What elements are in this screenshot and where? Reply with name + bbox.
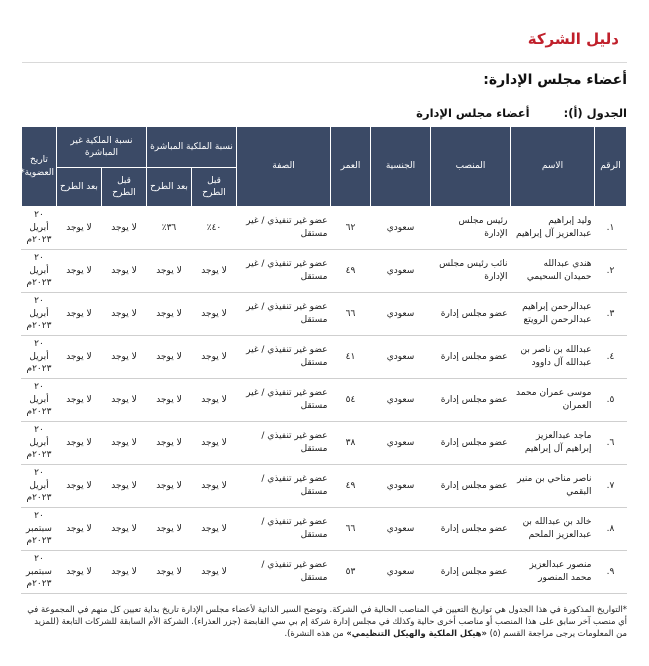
cell-age: ٤١ <box>331 336 371 379</box>
cell-position: عضو مجلس إدارة <box>431 379 511 422</box>
cell-capacity: عضو غير تنفيذي / مستقل <box>237 465 331 508</box>
cell-name: وليد إبراهيم عبدالعزيز آل إبراهيم <box>511 207 595 250</box>
cell-position: عضو مجلس إدارة <box>431 336 511 379</box>
cell-position: عضو مجلس إدارة <box>431 293 511 336</box>
header-direct-after: بعد الطرح <box>146 168 191 207</box>
table-row <box>21 379 626 422</box>
cell-indirect-before: لا يوجد <box>101 551 146 594</box>
cell-indirect-after: لا يوجد <box>56 293 101 336</box>
cell-position: عضو مجلس إدارة <box>431 465 511 508</box>
document-title: دليل الشركة <box>527 30 619 48</box>
cell-age: ٦٢ <box>331 207 371 250</box>
footnote-bold-reference: «هيكل الملكية والهيكل التنظيمي» <box>346 627 487 638</box>
table-footnote <box>22 604 627 639</box>
cell-position: نائب رئيس مجلس الإدارة <box>431 250 511 293</box>
cell-direct-before: لا يوجد <box>192 508 237 551</box>
header-capacity: الصفة <box>237 127 331 207</box>
header-nationality: الجنسية <box>371 127 431 207</box>
table-caption-title: أعضاء مجلس الإدارة <box>416 106 530 120</box>
cell-nationality: سعودي <box>371 207 431 250</box>
cell-nationality: سعودي <box>371 508 431 551</box>
cell-nationality: سعودي <box>371 293 431 336</box>
cell-direct-before: لا يوجد <box>192 551 237 594</box>
cell-name: عبدالرحمن إبراهيم عبدالرحمن الرويتع <box>511 293 595 336</box>
cell-age: ٥٤ <box>331 379 371 422</box>
table-row <box>21 465 626 508</box>
cell-indirect-before: لا يوجد <box>101 422 146 465</box>
header-indirect-after: بعد الطرح <box>56 168 101 207</box>
cell-capacity: عضو غير تنفيذي / مستقل <box>237 508 331 551</box>
footnote-text: *التواريخ المذكورة في هذا الجدول هي تواريخ التعيين في المناصب الحالية في الشركة. وتوضح السير الذاتية لأعضاء مجلس الإدارة تاريخ بداية تعيين كل منهم في المجموعة في أي منصب آخر سابق على هذا المنصب أو مناصب أخرى حالية وكذلك في مجلس إدارة شركة إم بي سي القابضة (جزر العذراء). الشركة الأم السابقة للشركات التابعة (للمزيد من المعلومات يرجى مراجعة القسم (٥) <box>27 604 627 638</box>
cell-name: هندي عبدالله حميدان السحيمي <box>511 250 595 293</box>
cell-membership-date: ٢٠ أبريل ٢٠٢٣م <box>21 336 56 379</box>
cell-position: عضو مجلس إدارة <box>431 508 511 551</box>
cell-age: ٤٩ <box>331 250 371 293</box>
cell-position: عضو مجلس إدارة <box>431 551 511 594</box>
cell-indirect-before: لا يوجد <box>101 250 146 293</box>
cell-indirect-before: لا يوجد <box>101 293 146 336</box>
header-direct-ownership: نسبة الملكية المباشرة <box>146 127 236 168</box>
header-indirect-before: قبل الطرح <box>101 168 146 207</box>
cell-direct-after: لا يوجد <box>146 379 191 422</box>
cell-number: ٤. <box>595 336 627 379</box>
cell-indirect-before: لا يوجد <box>101 336 146 379</box>
cell-direct-before: لا يوجد <box>192 379 237 422</box>
table-row <box>21 508 626 551</box>
table-row <box>21 551 626 594</box>
cell-direct-after: لا يوجد <box>146 551 191 594</box>
cell-age: ٦٦ <box>331 508 371 551</box>
cell-name: عبدالله بن ناصر بن عبدالله آل داوود <box>511 336 595 379</box>
cell-name: موسى عمران محمد العمران <box>511 379 595 422</box>
table-row <box>21 250 626 293</box>
header-indirect-ownership: نسبة الملكية غير المباشرة <box>56 127 146 168</box>
cell-capacity: عضو غير تنفيذي / غير مستقل <box>237 207 331 250</box>
table-row <box>21 336 626 379</box>
cell-capacity: عضو غير تنفيذي / مستقل <box>237 551 331 594</box>
cell-position: رئيس مجلس الإدارة <box>431 207 511 250</box>
cell-capacity: عضو غير تنفيذي / مستقل <box>237 422 331 465</box>
cell-name: منصور عبدالعزيز محمد المنصور <box>511 551 595 594</box>
cell-direct-after: لا يوجد <box>146 465 191 508</box>
cell-age: ٤٩ <box>331 465 371 508</box>
cell-indirect-after: لا يوجد <box>56 250 101 293</box>
cell-direct-before: لا يوجد <box>192 293 237 336</box>
table-row <box>21 293 626 336</box>
table-caption <box>416 106 627 120</box>
cell-age: ٦٦ <box>331 293 371 336</box>
cell-indirect-before: لا يوجد <box>101 379 146 422</box>
cell-nationality: سعودي <box>371 250 431 293</box>
cell-position: عضو مجلس إدارة <box>431 422 511 465</box>
table-row <box>21 422 626 465</box>
cell-direct-before: لا يوجد <box>192 250 237 293</box>
cell-name: ماجد عبدالعزيز إبراهيم آل إبراهيم <box>511 422 595 465</box>
cell-capacity: عضو غير تنفيذي / غير مستقل <box>237 293 331 336</box>
header-membership-date: تاريخ العضوية* <box>21 127 56 207</box>
cell-indirect-after: لا يوجد <box>56 207 101 250</box>
cell-nationality: سعودي <box>371 551 431 594</box>
cell-membership-date: ٢٠ أبريل ٢٠٢٣م <box>21 465 56 508</box>
cell-membership-date: ٢٠ سبتمبر ٢٠٢٣م <box>21 508 56 551</box>
header-name: الاسم <box>511 127 595 207</box>
section-heading: أعضاء مجلس الإدارة: <box>483 72 627 88</box>
table-row <box>21 207 626 250</box>
header-direct-before: قبل الطرح <box>192 168 237 207</box>
cell-direct-before: لا يوجد <box>192 465 237 508</box>
cell-indirect-after: لا يوجد <box>56 551 101 594</box>
cell-number: ٢. <box>595 250 627 293</box>
cell-age: ٣٨ <box>331 422 371 465</box>
cell-nationality: سعودي <box>371 465 431 508</box>
cell-number: ٨. <box>595 508 627 551</box>
cell-membership-date: ٢٠ أبريل ٢٠٢٣م <box>21 293 56 336</box>
cell-direct-after: لا يوجد <box>146 250 191 293</box>
cell-membership-date: ٢٠ أبريل ٢٠٢٣م <box>21 379 56 422</box>
cell-membership-date: ٢٠ أبريل ٢٠٢٣م <box>21 250 56 293</box>
table-caption-label: الجدول (أ): <box>563 106 627 120</box>
cell-nationality: سعودي <box>371 379 431 422</box>
cell-direct-after: لا يوجد <box>146 508 191 551</box>
cell-indirect-after: لا يوجد <box>56 508 101 551</box>
cell-indirect-before: لا يوجد <box>101 207 146 250</box>
cell-direct-after: لا يوجد <box>146 336 191 379</box>
cell-membership-date: ٢٠ أبريل ٢٠٢٣م <box>21 422 56 465</box>
cell-direct-before: ٤٠٪ <box>192 207 237 250</box>
cell-indirect-after: لا يوجد <box>56 422 101 465</box>
cell-indirect-after: لا يوجد <box>56 465 101 508</box>
header-number: الرقم <box>595 127 627 207</box>
board-members-table <box>21 126 627 594</box>
cell-number: ٥. <box>595 379 627 422</box>
cell-direct-after: لا يوجد <box>146 422 191 465</box>
header-divider <box>22 62 627 63</box>
cell-number: ٧. <box>595 465 627 508</box>
cell-nationality: سعودي <box>371 422 431 465</box>
cell-membership-date: ٢٠ أبريل ٢٠٢٣م <box>21 207 56 250</box>
cell-nationality: سعودي <box>371 336 431 379</box>
board-table-wrapper <box>22 126 627 594</box>
cell-capacity: عضو غير تنفيذي / غير مستقل <box>237 379 331 422</box>
cell-direct-before: لا يوجد <box>192 422 237 465</box>
header-age: العمر <box>331 127 371 207</box>
cell-age: ٥٣ <box>331 551 371 594</box>
cell-membership-date: ٢٠ سبتمبر ٢٠٢٣م <box>21 551 56 594</box>
header-position: المنصب <box>431 127 511 207</box>
cell-direct-before: لا يوجد <box>192 336 237 379</box>
cell-name: خالد بن عبدالله بن عبدالعزيز الملحم <box>511 508 595 551</box>
cell-number: ٩. <box>595 551 627 594</box>
cell-indirect-before: لا يوجد <box>101 465 146 508</box>
footnote-end: من هذه النشرة). <box>284 627 344 638</box>
cell-number: ١. <box>595 207 627 250</box>
cell-number: ٦. <box>595 422 627 465</box>
cell-capacity: عضو غير تنفيذي / غير مستقل <box>237 336 331 379</box>
cell-indirect-after: لا يوجد <box>56 379 101 422</box>
cell-name: ناصر مناحي بن منير البقمي <box>511 465 595 508</box>
cell-indirect-after: لا يوجد <box>56 336 101 379</box>
cell-indirect-before: لا يوجد <box>101 508 146 551</box>
cell-number: ٣. <box>595 293 627 336</box>
cell-capacity: عضو غير تنفيذي / غير مستقل <box>237 250 331 293</box>
cell-direct-after: ٣٦٪ <box>146 207 191 250</box>
cell-direct-after: لا يوجد <box>146 293 191 336</box>
